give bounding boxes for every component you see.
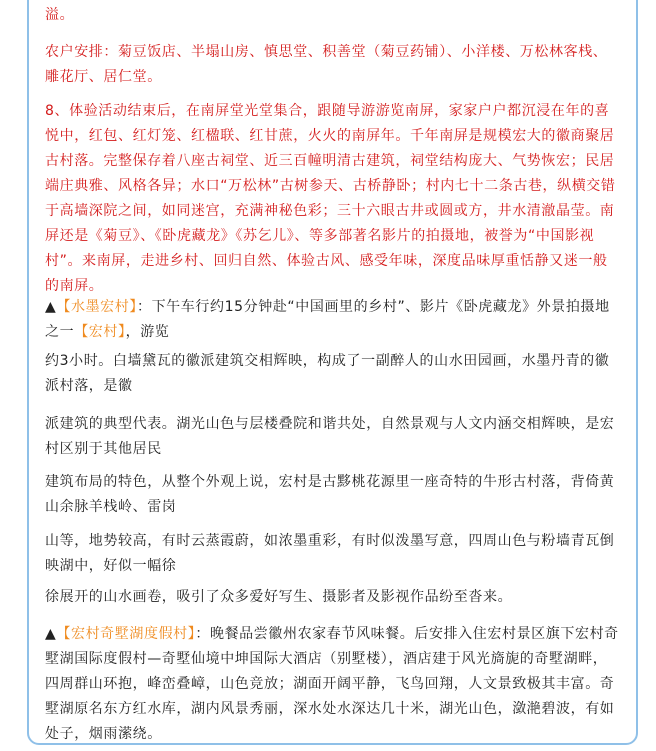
intro-text: ：下午车行约15分钟赴“中国画里的乡村”、影片《卧虎藏龙》外景拍摄地之一: [45, 299, 610, 340]
paragraph-continuation: 溢。: [45, 7, 75, 23]
paragraph-hongcun-4: 山等，地势较高，有时云蒸霞蔚，如浓墨重彩，有时似泼墨写意，四周山色与粉墙青瓦倒映湖中，好似一幅徐: [45, 533, 615, 574]
paragraph-farmhouse-arrangement: 农户安排：菊豆饭店、半塌山房、慎思堂、积善堂（菊豆药铺）、小洋楼、万松林客栈、雕花厅、居仁堂。: [45, 44, 608, 85]
tag-hongcun: 【宏村】: [74, 324, 126, 340]
bullet-icon: ▲: [45, 299, 57, 315]
intro-text-end: ，游览: [125, 324, 170, 340]
paragraph-hongcun-5: 徐展开的山水画卷，吸引了众多爱好写生、摄影者及影视作品纷至沓来。: [45, 589, 513, 605]
paragraph-hongcun-intro: [45, 295, 620, 345]
paragraph-nanping-tour: 8、体验活动结束后，在南屏堂光堂集合，跟随导游游览南屏，家家户户都沉浸在年的喜悦中，红包、红灯笼、红楹联、红甘蔗，火火的南屏年。千年南屏是规模宏大的徽商聚居古村落。完整保存着八座古祠堂、近三百幢明清古建筑，祠堂结构庞大、气势恢宏；民居端庄典雅、风格各异；水口“万松林”古树参天、古桥静卧；村内七十二条古巷，纵横交错于高墙深院之间，如同迷宫，充满神秘色彩；三十六眼古井或圆或方，井水清澈晶莹。南屏还是《菊豆》、《卧虎藏龙》《苏乞儿》、等多部著名影片的拍摄地，被誉为“中国影视村”。来南屏，走进乡村、回归自然、体验古风、感受年味，深度品味厚重恬静又迷一般的南屏。: [45, 103, 616, 294]
bullet-icon: ▲: [45, 626, 57, 642]
paragraph-resort: [45, 622, 620, 747]
paragraph-hongcun-3: 建筑布局的特色，从整个外观上说，宏村是古黟桃花源里一座奇特的牛形古村落，背倚黄山余脉羊栈岭、雷岗: [45, 474, 615, 515]
paragraph-hongcun-1: 约3小时。白墙黛瓦的徽派建筑交相辉映，构成了一副醉人的山水田园画，水墨丹青的徽派村落，是徽: [45, 353, 610, 394]
tag-hongcun-ink: 【水墨宏村】: [56, 299, 137, 315]
paragraph-hongcun-2: 派建筑的典型代表。湖光山色与层楼叠院和谐共处，自然景观与人文内涵交相辉映，是宏村区别于其他居民: [45, 416, 615, 457]
tag-resort: 【宏村奇墅湖度假村】: [56, 626, 196, 642]
resort-text: ：晚餐品尝徽州农家春节风味餐。后安排入住宏村景区旗下宏村奇墅湖国际度假村—奇墅仙境中坤国际大酒店（别墅楼），酒店建于风光旖旎的奇墅湖畔，四周群山环抱，峰峦叠嶂，山色竞放；湖面开阔平静，飞鸟回翔，人文景致极其丰富。奇墅湖原名东方红水库，湖内风景秀丽，深水处水深达几十米，湖光山色，潋滟碧波，有如处子，烟雨潆绕。: [45, 626, 619, 742]
